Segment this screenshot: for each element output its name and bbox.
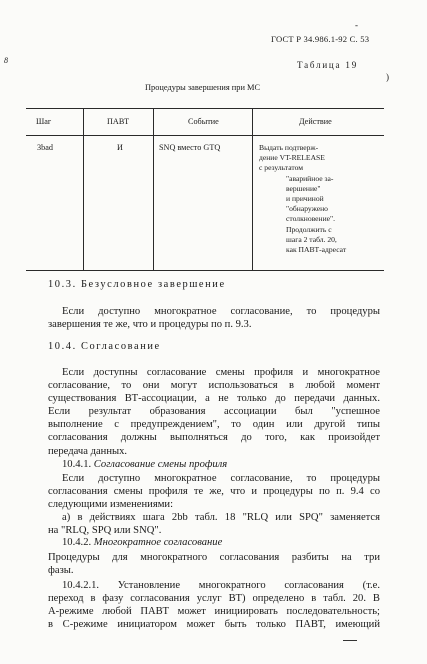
margin-mark: 8	[4, 56, 8, 65]
action-line: с результатом	[259, 163, 304, 173]
table-cell-pavt: И	[117, 143, 123, 152]
section-heading-10-3: 10.3. Безусловное завершение	[48, 279, 226, 290]
section-heading-10-4-2	[62, 537, 222, 548]
action-line: и причиной	[286, 194, 324, 204]
section-heading-10-4: 10.4. Согласование	[48, 341, 161, 352]
section-heading-10-4-1	[62, 459, 227, 470]
paragraph-line: согласования должны выполняться до того, как произойдет	[48, 432, 380, 444]
section-number: 10.4.1.	[62, 459, 92, 470]
table-label: Таблица 19	[297, 60, 358, 70]
table-top-rule	[26, 108, 384, 109]
paragraph-line: А-режиме любой ПАВТ может инициировать последовательность;	[48, 606, 380, 618]
paragraph-line: завершения те же, что и процедуры по п. 9.3.	[48, 319, 252, 331]
margin-tick: )	[386, 72, 389, 82]
section-10-3-paragraph	[48, 305, 380, 331]
paragraph-line: Если доступно многократное согласование, то процедуры	[62, 473, 380, 484]
section-10-4-2-paragraph	[48, 551, 380, 577]
action-line: как ПАВТ-адресат	[286, 245, 347, 255]
paragraph-line: фазы.	[48, 565, 74, 577]
table-col-divider	[252, 108, 253, 270]
section-10-4-2-1-paragraph	[48, 579, 380, 631]
paragraph-line: следующими изменениями:	[48, 499, 174, 511]
action-line: столкновение".	[286, 214, 336, 224]
paragraph-line: на "RLQ, SPQ или SNQ".	[48, 525, 162, 537]
section-10-4-paragraph	[48, 366, 380, 458]
action-line: Продолжить с	[286, 224, 332, 234]
action-line: дение VT-RELEASE	[259, 153, 325, 163]
page-reference: ГОСТ Р 34.986.1-92 С. 53	[271, 34, 370, 44]
paragraph-line: а) в действиях шага 2bb табл. 18 "RLQ или SPQ" заменяется	[62, 512, 380, 524]
paragraph-line: согласование, то они могут использоваться в любой момент	[48, 380, 380, 392]
table-col-divider	[153, 108, 154, 270]
table-col-divider	[83, 108, 84, 270]
table-cell-step: 3bad	[37, 143, 53, 152]
section-title: Согласование смены профиля	[93, 459, 228, 470]
table-title: Процедуры завершения при МС	[145, 83, 261, 92]
table-header-cell: Шаг	[36, 117, 52, 126]
table-header-rule	[26, 135, 384, 136]
table-header-cell: Действие	[299, 117, 332, 126]
section-number: 10.4.2.	[62, 537, 92, 548]
action-line: вершение"	[286, 183, 321, 193]
action-line: шага 2 табл. 20,	[286, 234, 337, 244]
table-cell-event: SNQ вместо GTQ	[159, 143, 221, 152]
action-line: "аварийное за-	[286, 173, 334, 183]
table-cell-action	[259, 143, 346, 255]
section-10-4-1-paragraph	[48, 472, 380, 537]
action-line: Выдать подтверж-	[259, 143, 319, 152]
corner-mark: -	[355, 20, 358, 30]
paragraph-line: Если доступно многократное согласование, то процедуры	[62, 306, 380, 317]
paragraph-line: выполнение с предупреждением", то один или другой типы	[48, 419, 380, 431]
table-header-cell: ПАВТ	[107, 117, 130, 126]
paragraph-line: существования ВТ-ассоциации, а не только до передачи данных.	[48, 393, 380, 405]
table-header-cell: Событие	[188, 117, 219, 126]
paragraph-line: в С-режиме инициатором может быть только ПАВТ, имеющий	[48, 619, 380, 631]
action-line: "обнаружено	[286, 204, 328, 214]
paragraph-line: 10.4.2.1. Установление многократного согласования (т.е.	[62, 580, 380, 591]
paragraph-line: Процедуры для многократного согласования разбиты на три	[48, 552, 380, 563]
paragraph-line: Если доступны согласование смены профиля и многократное	[62, 367, 380, 378]
paragraph-line: передача данных.	[48, 445, 128, 457]
paragraph-line: переход в фазу согласования услуг ВТ) определено в табл. 20. В	[48, 593, 380, 605]
section-title: Многократное согласование	[93, 537, 223, 548]
table-bottom-rule	[26, 270, 384, 271]
paragraph-line: согласования смены профиля те же, что и процедуры по п. 9.4 со	[48, 486, 380, 498]
paragraph-line: Если результат образования ассоциации был "успешное	[48, 406, 380, 418]
page-footer-mark	[343, 640, 357, 641]
